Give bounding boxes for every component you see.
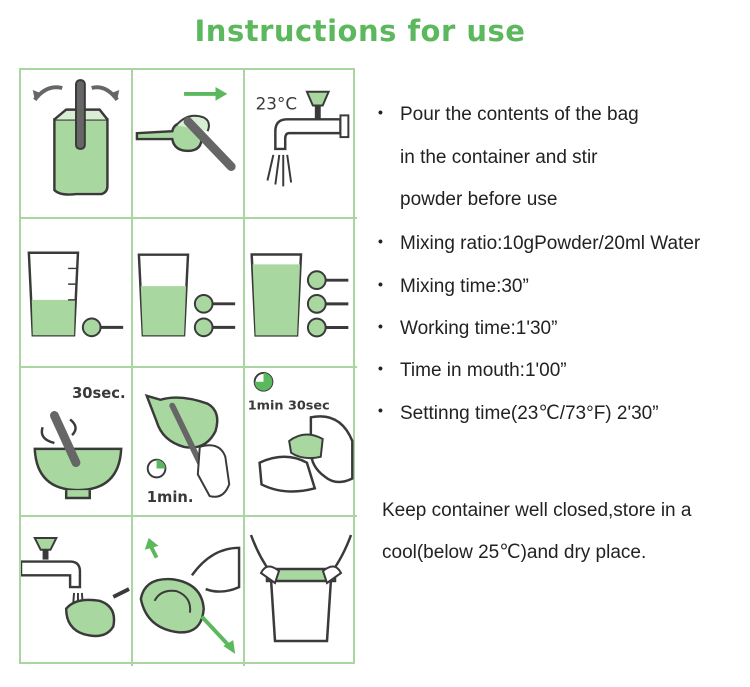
bullet-icon: • — [378, 276, 383, 292]
rinse-tray-icon — [21, 517, 131, 666]
step-tray-in-mouth — [245, 368, 357, 517]
fill-tray-icon — [133, 368, 243, 515]
bullet-icon: • — [378, 318, 383, 334]
remove-impression-icon — [133, 517, 243, 666]
step-mix-bowl — [21, 368, 133, 517]
mixing-time-label: 30sec. — [72, 384, 126, 402]
page-title: Instructions for use — [194, 14, 526, 48]
step-water-tap — [245, 70, 357, 219]
mix-bowl-icon — [21, 368, 131, 515]
scoop-powder-icon — [133, 70, 243, 217]
working-time-label: 1min. — [146, 488, 194, 506]
close-container-icon — [245, 517, 357, 666]
instruction-grid — [19, 68, 355, 664]
bullet-icon: • — [378, 402, 383, 418]
step-close-container — [245, 517, 357, 666]
stir-bag-icon — [21, 70, 131, 217]
step-cup-three-scoops — [245, 219, 357, 368]
storage-note-line-2: cool(below 25℃)and dry place. — [382, 542, 647, 563]
step-rinse-tray — [21, 517, 133, 666]
step-cup-one-scoop — [21, 219, 133, 368]
time-in-mouth-label: 1min 30sec — [247, 398, 330, 414]
cup-one-scoop-icon — [21, 219, 131, 366]
temperature-label: 23°C — [255, 93, 298, 114]
water-tap-icon — [245, 70, 357, 217]
bullet-icon: • — [378, 233, 383, 249]
tray-in-mouth-icon — [245, 368, 357, 515]
step-cup-two-scoops — [133, 219, 245, 368]
cup-three-scoops-icon — [245, 219, 357, 366]
step-remove-impression — [133, 517, 245, 666]
storage-note-line-1: Keep container well closed,store in a — [382, 500, 692, 521]
cup-two-scoops-icon — [133, 219, 243, 366]
step-fill-tray — [133, 368, 245, 517]
bullet-icon: • — [378, 360, 383, 376]
step-scoop-powder — [133, 70, 245, 219]
step-stir-bag — [21, 70, 133, 219]
bullet-icon: • — [378, 104, 383, 120]
